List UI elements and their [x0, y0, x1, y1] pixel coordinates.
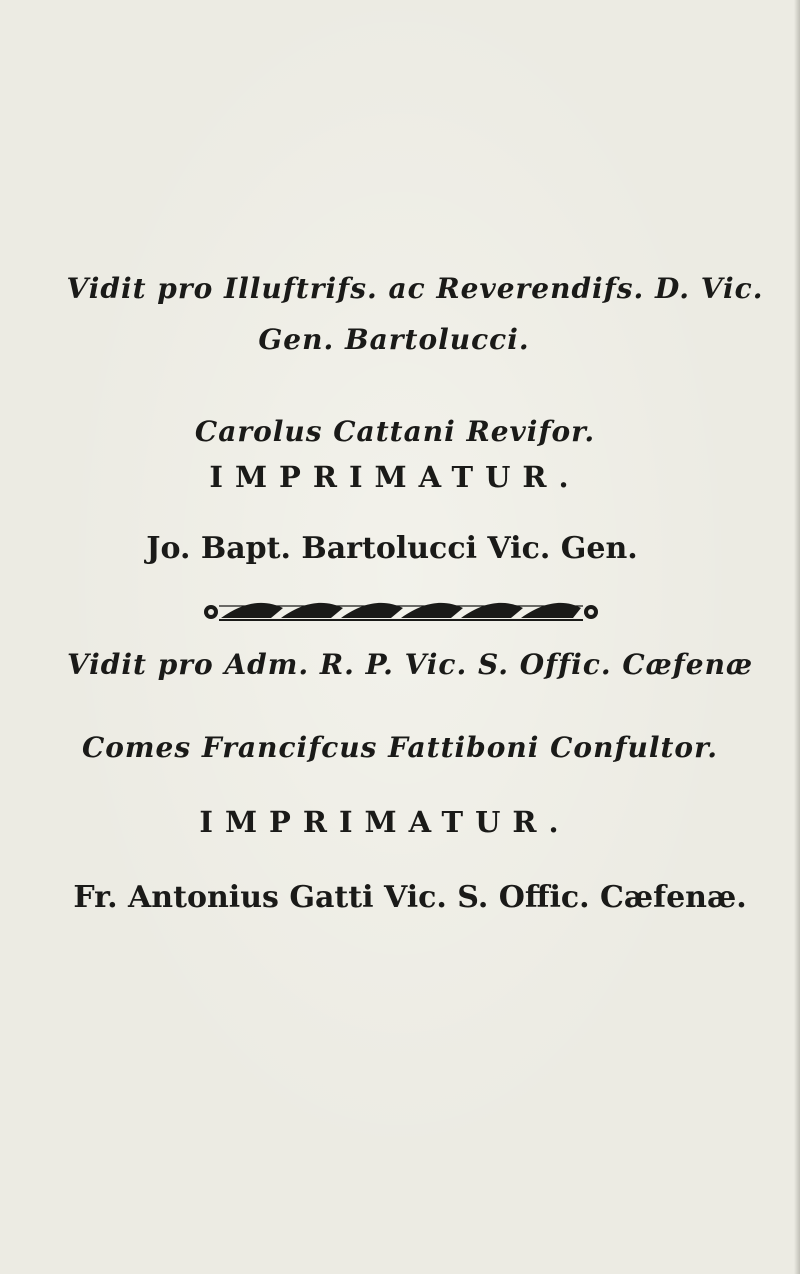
signature-2: Fr. Antonius Gatti Vic. S. Offic. Cæfenæ.: [73, 880, 747, 915]
decorative-rule-ornament-icon: [201, 598, 601, 626]
imprimatur-1: IMPRIMATUR.: [209, 460, 581, 494]
reviewer-line: Carolus Cattani Revifor.: [194, 415, 596, 448]
approbation-1-line-1: Vidit pro Illuftrifs. ac Reverendifs. D. Vic.: [66, 272, 764, 305]
approbation-1-line-2: Gen. Bartolucci.: [258, 323, 530, 356]
signature-1: Jo. Bapt. Bartolucci Vic. Gen.: [146, 531, 638, 566]
approbation-2-line-1: Vidit pro Adm. R. P. Vic. S. Offic. Cæfenæ: [66, 648, 754, 681]
consultor-line: Comes Francifcus Fattiboni Confultor.: [81, 731, 719, 764]
page-edge-shadow: [794, 0, 800, 1274]
imprimatur-2: IMPRIMATUR.: [199, 805, 571, 839]
